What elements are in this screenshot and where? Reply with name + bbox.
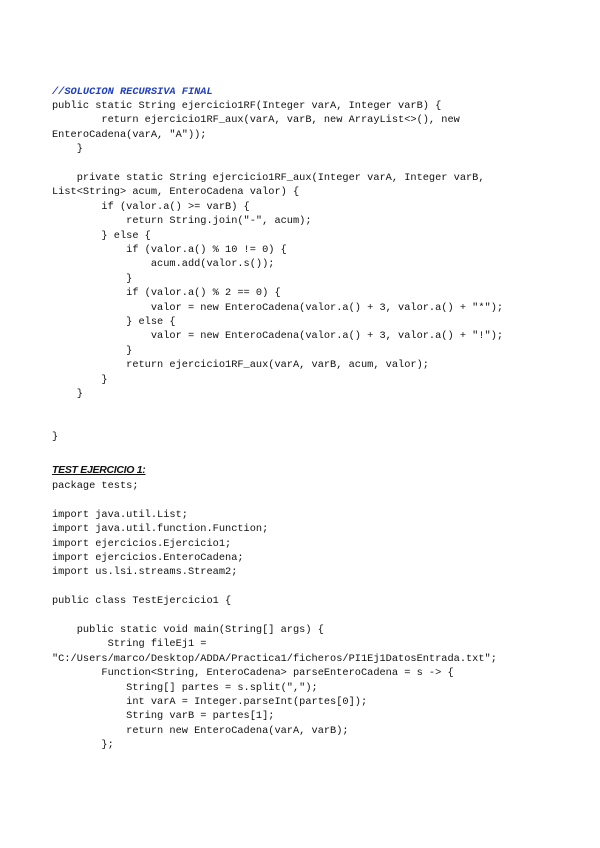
code-line: String varB = partes[1]; — [52, 710, 275, 723]
code-line: acum.add(valor.s()); — [52, 258, 275, 271]
code-line: import us.lsi.streams.Stream2; — [52, 566, 238, 579]
code-line: } — [52, 431, 59, 444]
code-line: if (valor.a() % 2 == 0) { — [52, 287, 281, 300]
code-line: private static String ejercicio1RF_aux(Integer varA, Integer varB, — [52, 172, 485, 184]
section-heading: TEST EJERCICIO 1: — [52, 464, 146, 476]
code-line: if (valor.a() % 10 != 0) { — [52, 244, 287, 256]
code-line: String fileEj1 = — [52, 638, 207, 651]
code-line: public static String ejercicio1RF(Integer varA, Integer varB) { — [52, 100, 442, 112]
code-line: if (valor.a() >= varB) { — [52, 200, 250, 213]
code-line: return ejercicio1RF_aux(varA, varB, new ArrayList<>(), new — [52, 114, 460, 127]
code-line: package tests; — [52, 480, 139, 492]
code-line: valor = new EnteroCadena(valor.a() + 3, valor.a() + "*"); — [52, 301, 504, 314]
code-line: return ejercicio1RF_aux(varA, varB, acum, valor); — [52, 359, 429, 372]
code-line: valor = new EnteroCadena(valor.a() + 3, valor.a() + "!"); — [52, 330, 504, 343]
code-line: } — [52, 272, 133, 285]
code-comment: //SOLUCION RECURSIVA FINAL — [52, 86, 213, 98]
code-line: return String.join("-", acum); — [52, 215, 312, 228]
code-line: import ejercicios.Ejercicio1; — [52, 537, 232, 550]
code-line: } — [52, 344, 133, 357]
code-line: int varA = Integer.parseInt(partes[0]); — [52, 696, 368, 708]
code-line: EnteroCadena(varA, "A")); — [52, 128, 207, 141]
code-line: List<String> acum, EnteroCadena valor) { — [52, 186, 300, 199]
code-line: public static void main(String[] args) { — [52, 624, 324, 636]
code-line: import ejercicios.EnteroCadena; — [52, 552, 244, 564]
code-line: } — [52, 143, 83, 156]
code-line: import java.util.function.Function; — [52, 523, 269, 536]
code-line: String[] partes = s.split(","); — [52, 681, 318, 694]
code-line: } else { — [52, 229, 151, 242]
code-line: Function<String, EnteroCadena> parseEnteroCadena = s -> { — [52, 667, 454, 680]
code-line: } — [52, 373, 108, 386]
code-line: } else { — [52, 316, 176, 328]
code-line: return new EnteroCadena(varA, varB); — [52, 724, 349, 737]
code-line: "C:/Users/marco/Desktop/ADDA/Practica1/ficheros/PI1Ej1DatosEntrada.txt"; — [52, 652, 497, 665]
code-line: import java.util.List; — [52, 508, 188, 521]
code-line: } — [52, 388, 83, 400]
code-line: public class TestEjercicio1 { — [52, 595, 232, 608]
code-line: }; — [52, 739, 114, 752]
